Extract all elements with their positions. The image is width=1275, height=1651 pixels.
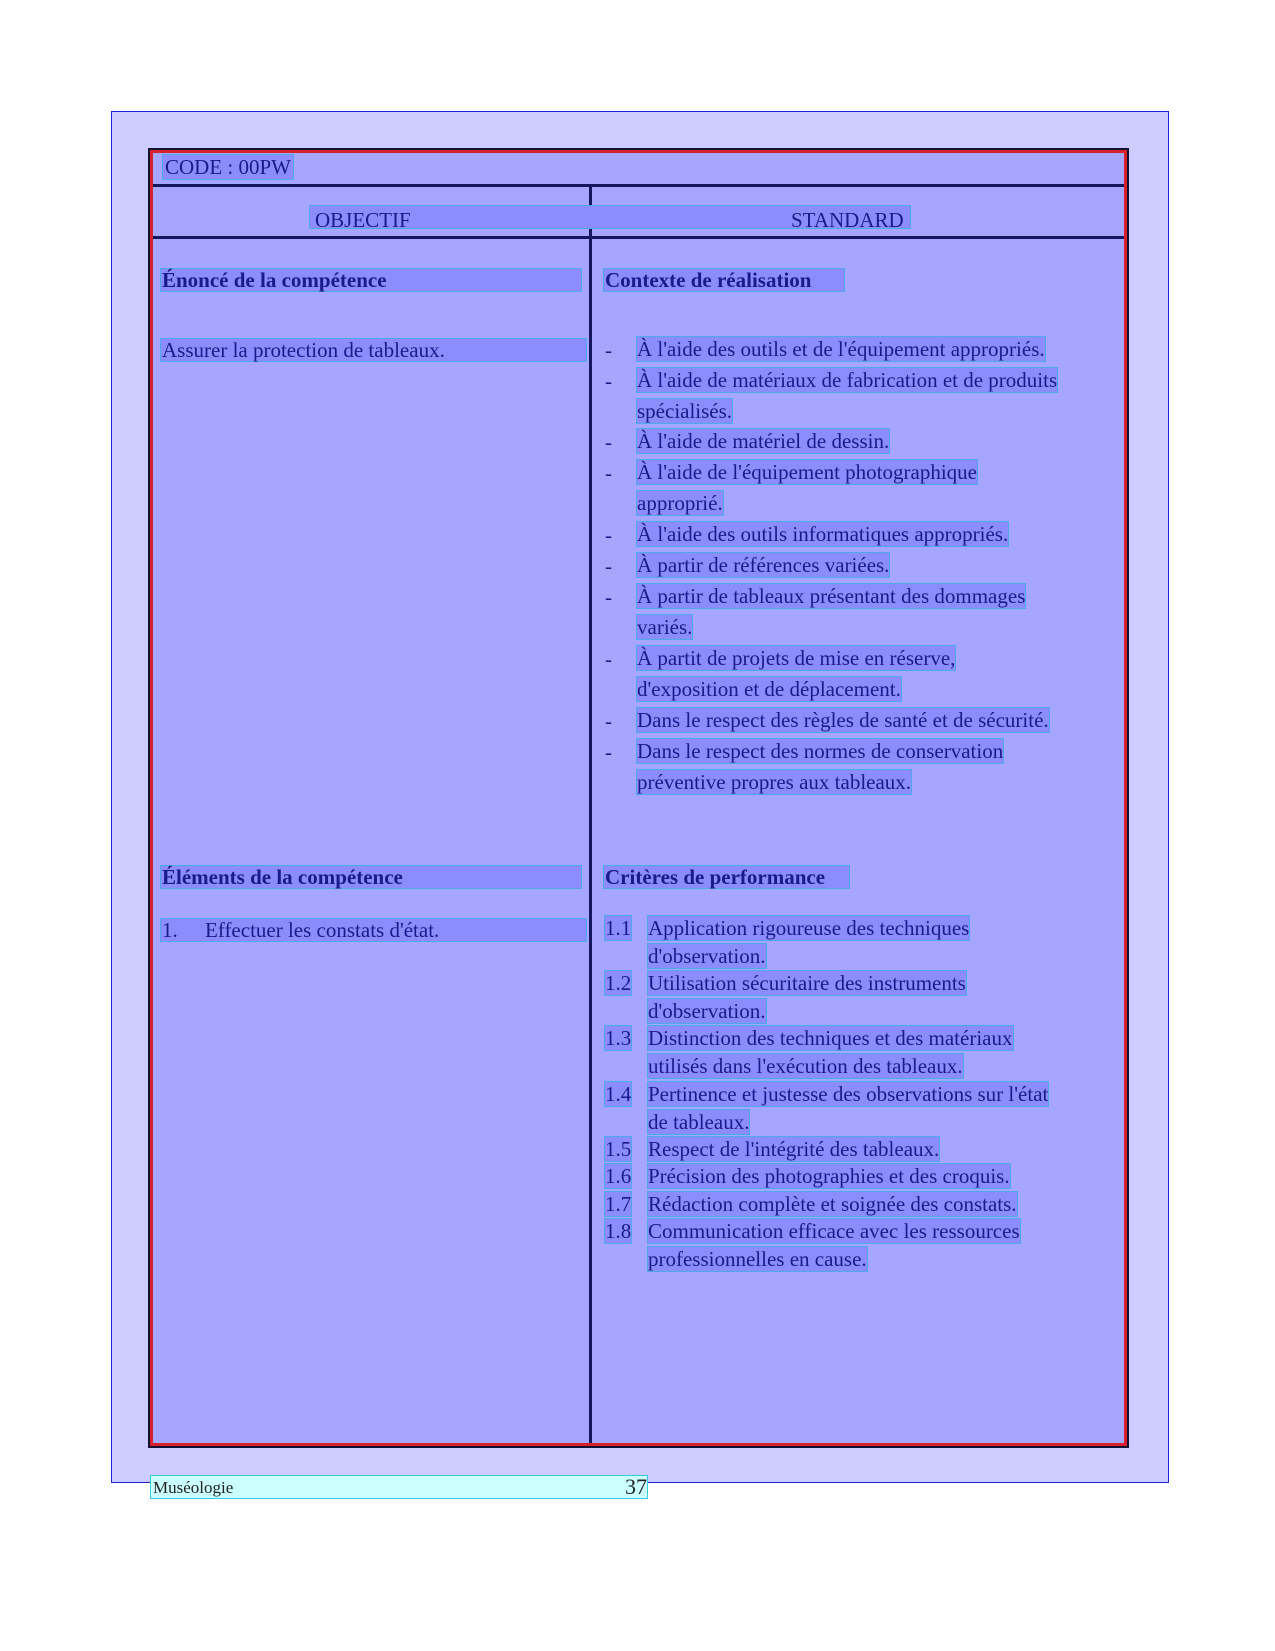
- footer-program: Muséologie: [153, 1478, 234, 1497]
- elements-title: Éléments de la compétence: [162, 865, 403, 889]
- contexte-item: [637, 457, 1109, 519]
- critere-number: [605, 914, 631, 942]
- contexte-item: [637, 643, 1109, 705]
- page-number: 37: [625, 1474, 647, 1499]
- critere-line: professionnelles en cause.: [648, 1247, 867, 1271]
- contexte-item-line: À partir de références variées.: [637, 553, 890, 577]
- contexte-item-line: À partit de projets de mise en réserve,: [637, 646, 956, 670]
- contexte-item-line: À l'aide des outils informatiques appropriés.: [637, 522, 1009, 546]
- contexte-item-line: À l'aide de matériaux de fabrication et de produits: [637, 368, 1058, 392]
- critere-number-label: 1.2: [605, 971, 632, 995]
- contexte-item-line: Dans le respect des règles de santé et de sécurité.: [637, 708, 1049, 732]
- critere-number-label: 1.8: [605, 1219, 632, 1243]
- critere-line: Communication efficace avec les ressources: [648, 1219, 1020, 1243]
- contexte-item-line: À l'aide des outils et de l'équipement appropriés.: [637, 337, 1045, 361]
- contexte-item-line: variés.: [637, 615, 693, 639]
- critere-line: de tableaux.: [648, 1110, 750, 1134]
- critere-line: Application rigoureuse des techniques: [648, 916, 970, 940]
- critere-item: [648, 1217, 1104, 1273]
- critere-item: [648, 1162, 1104, 1190]
- page-footer: [151, 1476, 647, 1498]
- contexte-dash: -: [605, 430, 612, 454]
- contexte-item-line: approprié.: [637, 491, 723, 515]
- criteres-title: Critères de performance: [605, 865, 826, 889]
- critere-item: [648, 914, 1104, 970]
- contexte-item: [637, 334, 1109, 365]
- contexte-dash: -: [605, 461, 612, 485]
- critere-item: [648, 1190, 1104, 1218]
- critere-number: [605, 1135, 631, 1163]
- critere-line: Pertinence et justesse des observations sur l'état: [648, 1082, 1049, 1106]
- critere-number: [605, 969, 631, 997]
- contexte-item: [637, 519, 1109, 550]
- code-label: CODE : 00PW: [165, 155, 291, 179]
- contexte-item-line: Dans le respect des normes de conservation: [637, 739, 1004, 763]
- contexte-dash: -: [605, 523, 612, 547]
- contexte-item-line: À l'aide de matériel de dessin.: [637, 429, 890, 453]
- critere-line: d'observation.: [648, 944, 766, 968]
- contexte-item: [637, 426, 1109, 457]
- critere-item: [648, 1135, 1104, 1163]
- contexte-dash: -: [605, 740, 612, 764]
- critere-line: Rédaction complète et soignée des constats.: [648, 1192, 1017, 1216]
- critere-line: Utilisation sécuritaire des instruments: [648, 971, 966, 995]
- standard-header: STANDARD: [791, 208, 904, 232]
- critere-number-label: 1.7: [605, 1192, 632, 1216]
- critere-number-label: 1.1: [605, 916, 632, 940]
- objectif-header: OBJECTIF: [315, 208, 411, 232]
- critere-number: [605, 1024, 631, 1052]
- critere-number: [605, 1217, 631, 1245]
- contexte-item: [637, 736, 1109, 798]
- contexte-dash: -: [605, 554, 612, 578]
- contexte-item: [637, 705, 1109, 736]
- contexte-item-line: d'exposition et de déplacement.: [637, 677, 901, 701]
- critere-number-label: 1.4: [605, 1082, 632, 1106]
- critere-line: Précision des photographies et des croquis.: [648, 1164, 1010, 1188]
- critere-line: Respect de l'intégrité des tableaux.: [648, 1137, 940, 1161]
- critere-number: [605, 1162, 631, 1190]
- critere-number: [605, 1190, 631, 1218]
- critere-line: d'observation.: [648, 999, 766, 1023]
- contexte-dash: -: [605, 709, 612, 733]
- element-1-number: 1.: [162, 918, 178, 942]
- enonce-title: Énoncé de la compétence: [162, 268, 387, 292]
- contexte-item: [637, 550, 1109, 581]
- contexte-item: [637, 581, 1109, 643]
- contexte-item-line: À partir de tableaux présentant des dommages: [637, 584, 1026, 608]
- header-divider: [153, 184, 1124, 187]
- column-divider: [589, 186, 592, 1443]
- contexte-item-line: À l'aide de l'équipement photographique: [637, 460, 977, 484]
- contexte-title: Contexte de réalisation: [605, 268, 812, 292]
- critere-number-label: 1.6: [605, 1164, 632, 1188]
- critere-item: [648, 1024, 1104, 1080]
- enonce-text: Assurer la protection de tableaux.: [162, 338, 445, 362]
- contexte-item: [637, 365, 1109, 427]
- critere-number-label: 1.5: [605, 1137, 632, 1161]
- contexte-dash: -: [605, 369, 612, 393]
- critere-number: [605, 1080, 631, 1108]
- critere-item: [648, 969, 1104, 1025]
- element-1-text: Effectuer les constats d'état.: [205, 918, 440, 942]
- contexte-dash: -: [605, 647, 612, 671]
- contexte-item-line: spécialisés.: [637, 399, 733, 423]
- critere-line: Distinction des techniques et des matériaux: [648, 1026, 1013, 1050]
- critere-line: utilisés dans l'exécution des tableaux.: [648, 1054, 963, 1078]
- column-header-divider: [153, 236, 1124, 239]
- contexte-dash: -: [605, 338, 612, 362]
- critere-item: [648, 1080, 1104, 1136]
- contexte-item-line: préventive propres aux tableaux.: [637, 770, 912, 794]
- critere-number-label: 1.3: [605, 1026, 632, 1050]
- contexte-dash: -: [605, 585, 612, 609]
